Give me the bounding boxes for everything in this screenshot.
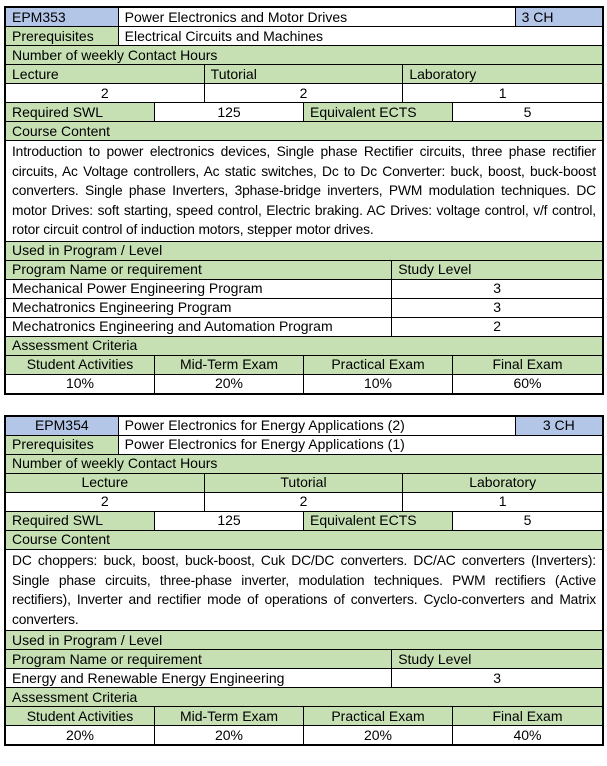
prerequisites-label: Prerequisites <box>6 436 119 454</box>
program-name-header: Program Name or requirement <box>6 650 392 668</box>
laboratory-hours: 1 <box>498 84 507 101</box>
tutorial-hours: 2 <box>205 84 404 102</box>
course-credit-hours: 3 CH <box>516 8 602 26</box>
required-swl-label: Required SWL <box>6 512 155 530</box>
program-name: Mechanical Power Engineering Program <box>6 280 392 298</box>
program-level: 3 <box>493 669 501 686</box>
assessment-columns-row <box>6 707 602 726</box>
swl-row <box>6 512 602 531</box>
course-code: EPM353 <box>6 8 119 26</box>
swl-row <box>6 103 602 122</box>
assessment-value-midterm: 20% <box>155 726 304 744</box>
weekly-hours-header-row <box>6 46 602 65</box>
assessment-col-midterm: Mid-Term Exam <box>155 707 304 725</box>
assessment-value-midterm: 20% <box>155 375 304 393</box>
course-header-row <box>6 8 602 27</box>
course-content-header-row <box>6 531 602 550</box>
assessment-col-final: Final Exam <box>453 356 602 374</box>
program-name: Mechatronics Engineering and Automation Program <box>6 318 392 336</box>
tutorial-hours: 2 <box>205 493 404 511</box>
assessment-header-row <box>6 688 602 707</box>
contact-hours-value-row <box>6 493 602 512</box>
weekly-hours-header-row <box>6 455 602 474</box>
laboratory-label: Laboratory <box>403 474 602 492</box>
course-code: EPM354 <box>6 417 119 435</box>
assessment-value-practical: 20% <box>304 726 453 744</box>
course-credit-hours: 3 CH <box>516 417 602 435</box>
program-header-row <box>6 650 602 669</box>
assessment-values-row <box>6 375 602 393</box>
course-title: Power Electronics and Motor Drives <box>119 8 516 26</box>
required-swl-value: 125 <box>155 103 304 121</box>
course-table-epm354 <box>4 415 604 746</box>
program-row <box>6 280 602 299</box>
laboratory-hours: 1 <box>498 493 507 510</box>
laboratory-label: Laboratory <box>403 65 602 83</box>
program-name: Mechatronics Engineering Program <box>6 299 392 317</box>
course-table-epm353 <box>4 6 604 395</box>
assessment-value-final: 60% <box>513 375 542 392</box>
course-content-text: DC choppers: buck, boost, buck-boost, Cuk DC/DC converters. DC/AC converters (Inverters): Single phase circuits, three-phase inverter, modulation techniques. PWM rectifiers (Active rectifiers), Inverter and rectifier mode of operations of converters. Cyclo-converters and Matrix converters. <box>12 552 596 627</box>
assessment-col-student-activities: Student Activities <box>6 356 155 374</box>
program-row <box>6 669 602 688</box>
program-row <box>6 299 602 318</box>
assessment-value-final: 40% <box>513 726 542 743</box>
required-swl-label: Required SWL <box>6 103 155 121</box>
assessment-value-student-activities: 20% <box>6 726 155 744</box>
prerequisites-row <box>6 27 602 46</box>
equivalent-ects-label: Equivalent ECTS <box>304 512 453 530</box>
program-level: 3 <box>493 280 501 297</box>
lecture-label: Lecture <box>6 474 205 492</box>
equivalent-ects-value: 5 <box>523 103 532 120</box>
course-header-row <box>6 417 602 436</box>
used-in-program-row <box>6 242 602 261</box>
assessment-col-student-activities: Student Activities <box>6 707 155 725</box>
used-in-program-row <box>6 631 602 650</box>
program-row <box>6 318 602 337</box>
study-level-header: Study Level <box>392 650 602 668</box>
program-header-row <box>6 261 602 280</box>
assessment-col-practical: Practical Exam <box>304 356 453 374</box>
course-content-row <box>6 141 602 242</box>
lecture-label: Lecture <box>6 65 205 83</box>
prerequisites-value: Power Electronics for Energy Applications (1) <box>124 436 405 453</box>
assessment-value-student-activities: 10% <box>6 375 155 393</box>
assessment-criteria-label: Assessment Criteria <box>6 688 602 706</box>
study-level-header: Study Level <box>392 261 602 279</box>
assessment-value-practical: 10% <box>304 375 453 393</box>
program-name: Energy and Renewable Energy Engineering <box>6 669 392 687</box>
program-name-header: Program Name or requirement <box>6 261 392 279</box>
prerequisites-label: Prerequisites <box>6 27 119 45</box>
program-level: 2 <box>493 318 501 335</box>
program-level: 3 <box>493 299 501 316</box>
course-content-row <box>6 550 602 631</box>
course-content-label: Course Content <box>6 122 602 140</box>
weekly-hours-header: Number of weekly Contact Hours <box>6 46 602 64</box>
course-title: Power Electronics for Energy Applications (2) <box>119 417 516 435</box>
weekly-hours-header: Number of weekly Contact Hours <box>6 455 602 473</box>
course-content-label: Course Content <box>6 531 602 549</box>
tutorial-label: Tutorial <box>205 65 404 83</box>
assessment-col-midterm: Mid-Term Exam <box>155 356 304 374</box>
used-in-program-label: Used in Program / Level <box>6 631 602 649</box>
equivalent-ects-label: Equivalent ECTS <box>304 103 453 121</box>
prerequisites-value: Electrical Circuits and Machines <box>124 27 324 44</box>
contact-hours-label-row <box>6 474 602 493</box>
assessment-col-practical: Practical Exam <box>304 707 453 725</box>
required-swl-value: 125 <box>155 512 304 530</box>
assessment-criteria-label: Assessment Criteria <box>6 337 602 355</box>
equivalent-ects-value: 5 <box>523 512 532 529</box>
lecture-hours: 2 <box>6 84 205 102</box>
assessment-col-final: Final Exam <box>453 707 602 725</box>
prerequisites-row <box>6 436 602 455</box>
used-in-program-label: Used in Program / Level <box>6 242 602 260</box>
course-content-header-row <box>6 122 602 141</box>
lecture-hours: 2 <box>6 493 205 511</box>
contact-hours-label-row <box>6 65 602 84</box>
course-content-text: Introduction to power electronics devices, Single phase Rectifier circuits, three phase rectifier circuits, Ac Voltage controllers, Ac static switches, Dc to Dc Converter: buck, boost, buck-boost converters. Single phase Inverters, 3phase-bridge inverters, PWM modulation techniques. DC motor Drives: soft starting, speed control, Electric braking. AC Drives: voltage control, v/f control, rotor circuit control of induction motors, stepper motor drives. <box>12 144 596 238</box>
assessment-values-row <box>6 726 602 744</box>
tutorial-label: Tutorial <box>205 474 404 492</box>
contact-hours-value-row <box>6 84 602 103</box>
assessment-columns-row <box>6 356 602 375</box>
assessment-header-row <box>6 337 602 356</box>
